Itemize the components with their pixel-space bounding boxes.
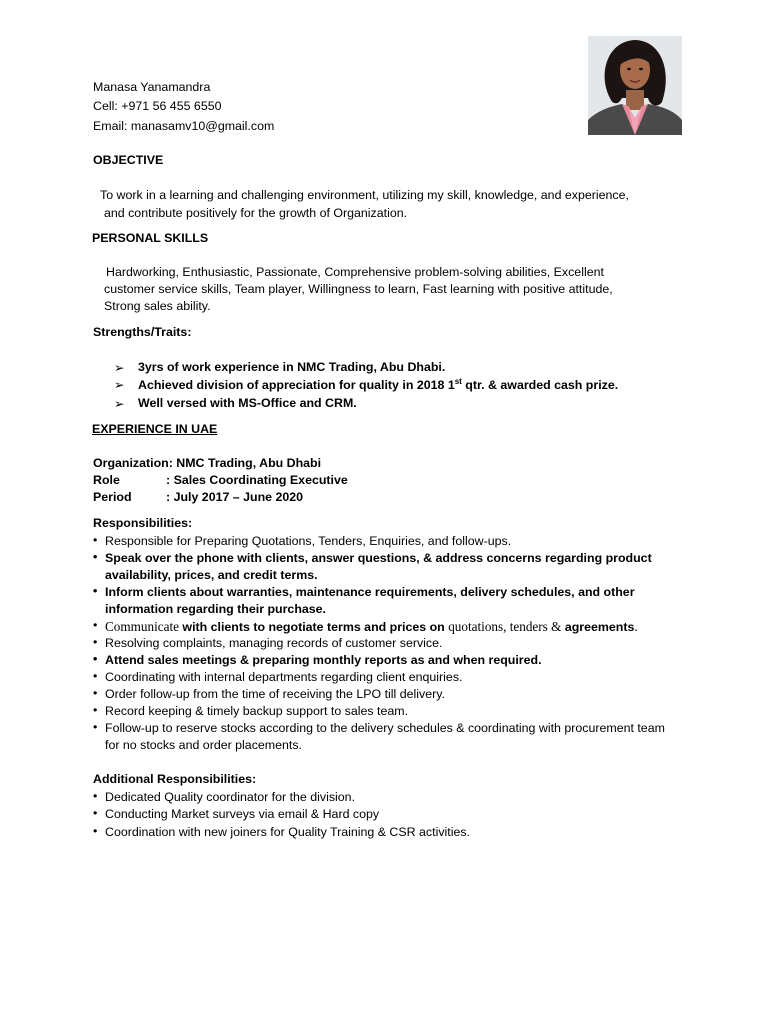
bullet-dot-icon: • — [93, 806, 98, 820]
responsibility-item: • Attend sales meetings & preparing monthly reports as and when required. — [93, 652, 542, 667]
responsibility-item: • Resolving complaints, managing records of customer service. — [93, 635, 443, 650]
email-address: Email: manasamv10@gmail.com — [93, 119, 275, 133]
role-label: Role — [93, 473, 120, 487]
bullet-dot-icon: • — [93, 703, 98, 717]
bullet-dot-icon: • — [93, 824, 98, 838]
bullet-dot-icon: • — [93, 652, 98, 666]
responsibilities-heading: Responsibilities: — [93, 516, 193, 530]
responsibility-item: • Coordinating with internal departments regarding client enquiries. — [93, 669, 463, 684]
candidate-name: Manasa Yanamandra — [93, 80, 211, 94]
bullet-dot-icon: • — [93, 584, 98, 598]
bullet-dot-icon: • — [93, 669, 98, 683]
additional-item: • Coordination with new joiners for Quality Training & CSR activities. — [93, 824, 470, 839]
additional-heading: Additional Responsibilities: — [93, 772, 257, 786]
additional-item: • Conducting Market surveys via email & Hard copy — [93, 806, 380, 821]
bullet-dot-icon: • — [93, 789, 98, 803]
objective-heading: OBJECTIVE — [93, 153, 164, 167]
period-label: Period — [93, 490, 132, 504]
personal-skills-line-2: customer service skills, Team player, Willingness to learn, Fast learning with positive attitude, — [104, 282, 613, 296]
strengths-heading: Strengths/Traits: — [93, 325, 192, 339]
personal-skills-line-3: Strong sales ability. — [104, 299, 211, 313]
bullet-dot-icon: • — [93, 686, 98, 700]
organization-line: Organization: NMC Trading, Abu Dhabi — [93, 456, 322, 470]
experience-heading: EXPERIENCE IN UAE — [92, 422, 218, 436]
strength-text: Achieved division of appreciation for quality in 2018 1st qtr. & awarded cash prize. — [138, 377, 619, 393]
responsibility-item: • Speak over the phone with clients, answer questions, & address concerns regarding product availability, prices, and credit terms. — [93, 550, 652, 582]
bullet-dot-icon: • — [93, 720, 98, 734]
personal-skills-line-1: Hardworking, Enthusiastic, Passionate, Comprehensive problem-solving abilities, Excellent — [106, 265, 604, 279]
objective-line-1: To work in a learning and challenging environment, utilizing my skill, knowledge, and experience, — [100, 188, 629, 202]
arrow-bullet-icon: ➢ — [114, 361, 125, 375]
responsibility-item: • Follow-up to reserve stocks according to the delivery schedules & coordinating with procurement team for no stocks and order placements. — [93, 720, 665, 752]
personal-skills-heading: PERSONAL SKILLS — [92, 231, 209, 245]
responsibility-item: • Record keeping & timely backup support to sales team. — [93, 703, 409, 718]
responsibility-item: • Communicate with clients to negotiate terms and prices on quotations, tenders & agreements. — [93, 618, 638, 634]
responsibility-item: • Order follow-up from the time of receiving the LPO till delivery. — [93, 686, 445, 701]
objective-line-2: and contribute positively for the growth of Organization. — [104, 206, 408, 220]
bullet-dot-icon: • — [93, 533, 98, 547]
responsibility-item: • Inform clients about warranties, maintenance requirements, delivery schedules, and other information regarding their purchase. — [93, 584, 635, 616]
role-value: : Sales Coordinating Executive — [166, 473, 348, 487]
arrow-bullet-icon: ➢ — [114, 378, 125, 392]
additional-item: • Dedicated Quality coordinator for the division. — [93, 789, 356, 804]
strength-text: 3yrs of work experience in NMC Trading, Abu Dhabi. — [138, 360, 446, 374]
bullet-dot-icon: • — [93, 635, 98, 649]
strength-text: Well versed with MS-Office and CRM. — [138, 396, 357, 410]
bullet-dot-icon: • — [93, 550, 98, 564]
cell-number: Cell: +971 56 455 6550 — [93, 99, 222, 113]
bullet-dot-icon: • — [93, 618, 98, 632]
profile-photo — [588, 36, 682, 135]
arrow-bullet-icon: ➢ — [114, 397, 125, 411]
responsibility-item: • Responsible for Preparing Quotations, Tenders, Enquiries, and follow-ups. — [93, 533, 512, 548]
period-value: : July 2017 – June 2020 — [166, 490, 304, 504]
